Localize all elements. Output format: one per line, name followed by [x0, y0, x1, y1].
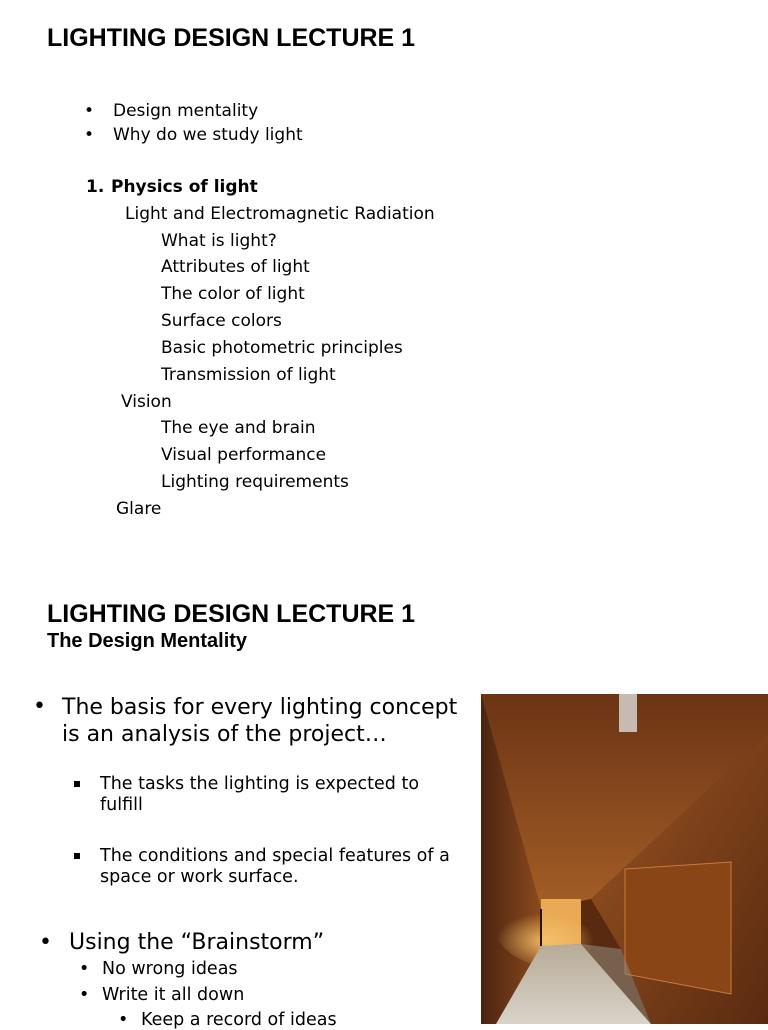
slide-2-subtitle: The Design Mentality: [47, 630, 248, 652]
outline-item: Glare: [116, 499, 162, 519]
brainstorm-point: No wrong ideas: [102, 959, 238, 979]
section-title: Physics of light: [111, 177, 258, 197]
outline-item: Attributes of light: [161, 257, 310, 277]
outline-item: Vision: [121, 392, 172, 412]
outline-item: Transmission of light: [161, 365, 336, 385]
outline-item: Surface colors: [161, 311, 282, 331]
corridor-photo: [481, 694, 768, 1024]
bullet-dot: •: [118, 1010, 129, 1030]
bullet-dot: •: [39, 930, 52, 955]
section-number: 1.: [86, 177, 105, 197]
corridor-photo-drawing: [481, 694, 768, 1024]
sub-point-conditions: The conditions and special features of a space or work surface.: [100, 846, 450, 887]
nested-point: Keep a record of ideas: [141, 1010, 337, 1030]
bullet-dot: •: [84, 125, 95, 145]
outline-item: Light and Electromagnetic Radiation: [125, 204, 435, 224]
bullet-design-mentality: Design mentality: [113, 101, 259, 121]
outline-item: The color of light: [161, 284, 305, 304]
outline-item: Lighting requirements: [161, 472, 349, 492]
slide-2-title: LIGHTING DESIGN LECTURE 1: [47, 600, 416, 628]
main-point-analysis: The basis for every lighting concept is an analysis of the project…: [62, 695, 458, 747]
bullet-dot: •: [33, 694, 46, 719]
bullet-dot: •: [79, 985, 90, 1005]
bullet-why-study-light: Why do we study light: [113, 125, 303, 145]
bullet-dot: •: [79, 959, 90, 979]
outline-item: The eye and brain: [161, 418, 316, 438]
square-bullet: [74, 781, 80, 787]
square-bullet: [74, 853, 80, 859]
outline-item: Basic photometric principles: [161, 338, 403, 358]
bullet-dot: •: [84, 101, 95, 121]
main-point-brainstorm: Using the “Brainstorm”: [69, 930, 325, 955]
outline-item: Visual performance: [161, 445, 327, 465]
sub-point-tasks: The tasks the lighting is expected to fulfill: [100, 774, 420, 815]
slide-1-title: LIGHTING DESIGN LECTURE 1: [47, 24, 416, 52]
outline-item: What is light?: [161, 231, 277, 251]
brainstorm-point: Write it all down: [102, 985, 245, 1005]
